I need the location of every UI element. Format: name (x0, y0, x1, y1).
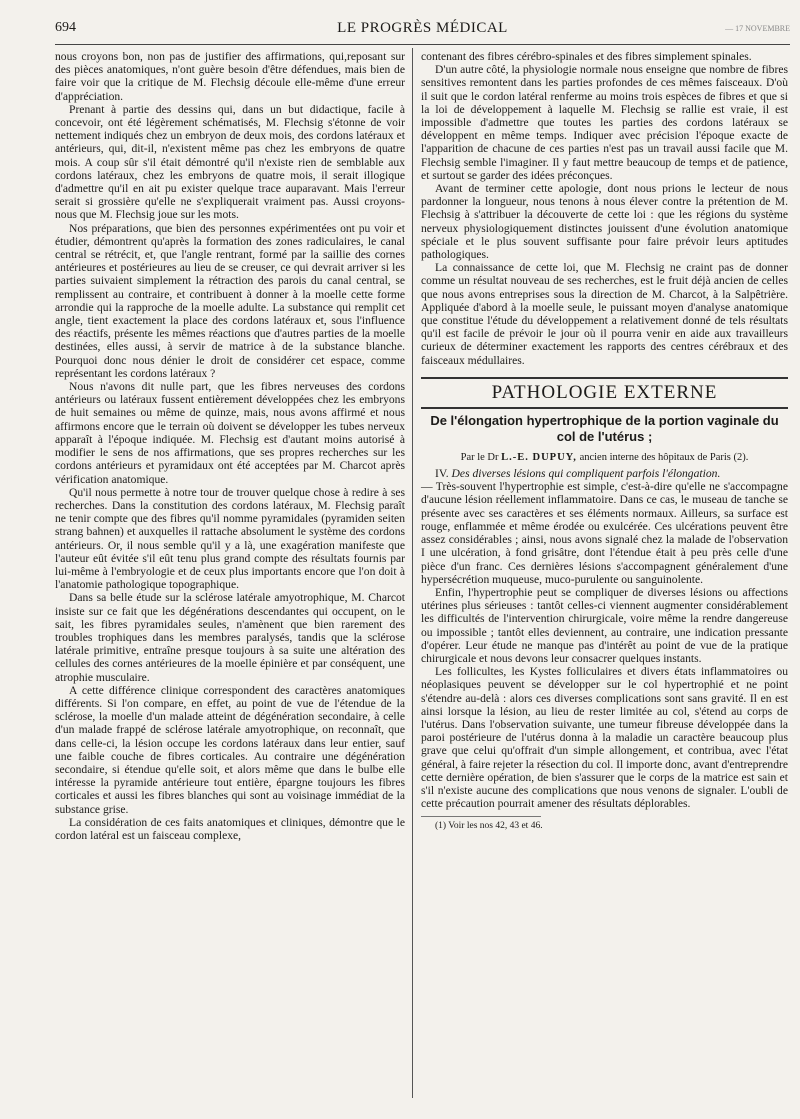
section-title: PATHOLOGIE EXTERNE (421, 377, 788, 409)
paragraph: Dans sa belle étude sur la sclérose latérale amyotrophique, M. Charcot insiste sur ce fait que les dégénérations descendantes qui occupent, on le sait, les fibres pyramidales seules, n'amènent que bien rarement des troubles trophiques dans les membres paralysés, tandis que la sclérose latérale primitive, entraîne presque toujours à sa suite une altération des cellules des cornes antérieures de la moelle épinière et par conséquent, une atrophie musculaire. (55, 591, 405, 684)
paragraph: Les follicultes, les Kystes folliculaires et divers états inflammatoires ou néoplasiques peuvent se développer sur le col hypertrophié et ne point s'étendre au-delà : alors ces diverses complications sont sans gravité. Il en est ainsi lorsque la lésion, au lieu de rester limitée au col, s'étend au corps de l'utérus. Dans l'observation suivante, une tumeur fibreuse développée dans la paroi postérieure de l'utérus donna à la maladie un caractère beaucoup plus grave que celui qu'offrait d'un simple allongement, et contribua, avec l'état général, à faire rejeter la résection du col. Il importe donc, avant d'entreprendre cette dernière opération, de bien s'assurer que le corps de la matrice est sain et s'il n'existe aucune des complications que nous venons de signaler. L'oubli de cette précaution pourrait amener des résultats déplorables. (421, 665, 788, 811)
paragraph: A cette différence clinique correspondent des caractères anatomiques différents. Si l'on compare, en effet, au point de vue de l'étendue de la sclérose, la moelle d'un malade atteint de dégénération secondaire, à celle d'un malade frappé de sclérose latérale amyotrophique, on reconnaît, que dans celle-ci, la lésion occupe les cordons latéraux dans leur entier, sauf une faible couche de fibres corticales. Au contraire une dégénération secondaire, si étendue qu'elle soit, et alors même que dans le bulbe elle intéresse la pyramide antérieure tout entière, épargne toujours les fibres corticales et aussi les fibres blanches qui sont au voisinage immédiat de la substance grise. (55, 683, 405, 816)
byline (421, 451, 788, 464)
page-header (55, 20, 790, 45)
paragraph: Nous n'avons dit nulle part, que les fibres nerveuses des cordons antérieurs ou latéraux fussent entièrement développées chez les embryons de huit semaines ou même de quinze, mais, nous avons affirmé et nous affirmons encore que le terrain où doivent se développer les tubes nerveux apparaît à l'époque indiquée. M. Flechsig est d'autant moins autorisé à modifier le sens de nos affirmations, que ses propres recherches sur les cordons antérieurs et pyramidaux ont été acceptées par M. Charcot après vérification anatomique. (55, 380, 405, 486)
paragraph: D'un autre côté, la physiologie normale nous enseigne que nombre de fibres sensitives remontent dans les parties profondes de ces mêmes faisceaux. D'où il suit que le cordon latéral renferme au moins trois espèces de fibres et que si la loi de développement à laquelle M. Flechsig se rallie est vraie, il est impossible d'admettre que toutes les parties des cordons latéraux se développent en même temps. Indiquer avec précision l'époque exacte de l'apparition de chacune de ces parties n'est pas un travail aussi facile que M. Flechsig semble l'imaginer. Il y faut mettre beaucoup de temps et de patience, et surtout se garder des idées préconçues. (421, 63, 788, 182)
journal-title: LE PROGRÈS MÉDICAL (337, 20, 508, 36)
right-column (421, 50, 788, 834)
section-heading-label: IV. (435, 467, 449, 481)
paragraph: Enfin, l'hypertrophie peut se compliquer de diverses lésions ou affections utérines plus sérieuses : tantôt celles-ci viennent augmenter considérablement les difficultés de l'intervention chirurgicale, voire même la rendre dangereuse ou impossible ; tantôt elles deviennent, au contraire, une indication pressante d'opérer. Leur étude ne manque pas d'intérêt au point de vue de la pratique chirurgicale et nous devons leur consacrer quelques instants. (421, 585, 788, 665)
page-number: 694 (55, 20, 76, 35)
paragraph: Nos préparations, que bien des personnes expérimentées ont pu voir et étudier, démontrent qu'après la formation des zones radiculaires, le canal central se rétrécit, et, que l'angle rentrant, formé par la saillie des cornes antérieures et postérieures au lieu de se creuser, ce qui devrait arriver si les parties suivaient simplement la rétraction des parois du canal central, se remplissent au contraire, et contribuent à donner à la moelle cette forme arrondie qui la rapproche de la moelle adulte. La substance qui remplit cet angle, tient exactement la place des cordons latéraux et, sous l'influence des réactifs, présente les mêmes réactions que d'autres parties de la moelle destinées, elles aussi, à servir de matrice à de la substance blanche. Pourquoi donc nous dénier le droit de considérer cet espace, comme représentant les cordons latéraux ? (55, 221, 405, 380)
paragraph: Avant de terminer cette apologie, dont nous prions le lecteur de nous pardonner la longueur, nous tenons à nous élever contre la prétention de M. Flechsig à s'attribuer la découverte de cette loi : que les régions du système nerveux physiologiquement distinctes jouissent d'une évolution anatomique spéciale et le plus souvent suffisante pour faire prévoir leurs aptitudes pathologiques. (421, 182, 788, 262)
footnote-rule (421, 816, 541, 817)
paragraph: La considération de ces faits anatomiques et cliniques, démontre que le cordon latéral est un faisceau complexe, (55, 815, 405, 842)
paragraph: Prenant à partie des dessins qui, dans un but didactique, facile à concevoir, ont été légèrement schématisés, M. Flechsig s'étonne de voir nettement indiqués chez un embryon de deux mois, des cordons latéraux et antérieurs, qui, dit-il, n'existent même pas chez les embryons de quatre mois. A coup sûr s'il était démontré qu'il n'existe rien de semblable aux cordons latéraux, chez les embryons de quatre mois, il serait illogique d'admettre qu'il en ait pu exister quelque trace auparavant. Mais l'erreur serait si grossière qu'elle ne s'expliquerait vraiment pas. Aussi croyons-nous que M. Flechsig joue sur les mots. (55, 102, 405, 222)
paragraph: Qu'il nous permette à notre tour de trouver quelque chose à redire à ses recherches. Dans la constitution des cordons latéraux, M. Flechsig paraît ne tenir compte que des fibres qu'il nomme pyramidales (pyramiden seiten strang bahnen) et auxquelles il rattache absolument le système des cordons antérieurs. Or, il nous semble qu'il y a là, une exagération manifeste que l'auteur eût évitée s'il eût tenu plus grand compte des résultats fournis par lui-même à l'embryologie et de ceux plus importants encore que l'on doit à l'anatomie pathologique topographique. (55, 485, 405, 592)
paragraph: La connaissance de cette loi, que M. Flechsig ne craint pas de donner comme un résultat nouveau de ses recherches, est le fruit déjà ancien de celles que nous avons entreprises sous la direction de M. Charcot, à la Salpêtrière. Appliquée d'abord à la moelle seule, le puissant moyen d'analyse anatomique que constitue l'étude du développement a relativement donné de tels résultats qu'il est facile de prévoir le jour où il pourra venir en aide aux travailleurs curieux de déterminer exactement les rapports des centres cérébraux et des faisceaux médullaires. (421, 261, 788, 367)
byline-suffix: ancien interne des hôpitaux de Paris (2). (579, 451, 749, 463)
running-date: — 17 NOVEMBRE (725, 24, 790, 33)
paragraph: nous croyons bon, non pas de justifier des affirmations, qui,reposant sur des pièces anatomiques, n'ont guère besoin d'être défendues, mais bien de faire voir que la critique de M. Flechsig découle elle-même d'une erreur d'appréciation. (55, 50, 405, 103)
byline-author: L.-E. DUPUY, (501, 451, 577, 463)
section-heading (421, 467, 788, 480)
article-title: De l'élongation hypertrophique de la portion vaginale du col de l'utérus ; (430, 412, 779, 444)
left-column (55, 50, 405, 842)
footnote: (1) Voir les nos 42, 43 et 46. (435, 821, 543, 832)
paragraph: — Très-souvent l'hypertrophie est simple, c'est-à-dire qu'elle ne s'accompagne d'aucune lésion réellement inflammatoire. Dans ce cas, le museau de tanche se présente avec ses caractères et ses éléments normaux. Ailleurs, sa surface est rouge, enflammée et même érodée ou exulcérée. Ces ulcérations peuvent être assez considérables ; ainsi, nous avons signalé chez la malade de l'observation I une ulcération, à fond grisâtre, dont l'étendue était à peu près celle d'une pièce d'un franc. Ces dernières lésions s'accompagnent généralement d'une hypersécrétion muqueuse, muco-purulente ou sanguinolente. (421, 480, 788, 586)
byline-prefix: Par le Dr (460, 451, 499, 463)
paragraph: contenant des fibres cérébro-spinales et des fibres simplement spinales. (421, 50, 752, 63)
section-heading-text: Des diverses lésions qui compliquent parfois l'élongation. (451, 467, 721, 481)
column-divider (412, 48, 413, 1098)
